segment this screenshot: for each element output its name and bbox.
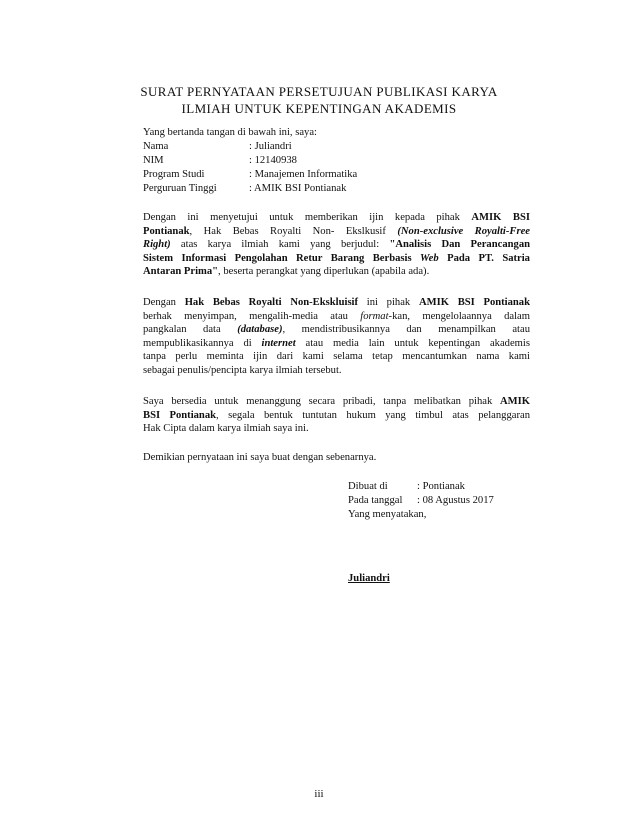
p2-italic-format: format (360, 310, 389, 322)
signatory-name: Juliandri (348, 573, 390, 584)
p3-text-3: Hak Cipta dalam karya ilmiah saya ini. (143, 423, 309, 435)
p3-text-1: Saya bersedia untuk menanggung secara pribadi, tanpa melibatkan pihak (143, 396, 493, 407)
p2-text-3: berhak menyimpan, mengalih-media atau (143, 310, 348, 322)
title-line-1: SURAT PERNYATAAN PERSETUJUAN PUBLIKASI KARYA (140, 84, 498, 99)
p1-text-3: atas karya ilmiah kami yang berjudul: (180, 239, 380, 251)
paragraph-liability (143, 395, 530, 436)
p2-text-7: mempublikasikannya di (143, 337, 252, 349)
identity-value-university: : AMIK BSI Pontianak (249, 183, 347, 194)
identity-value-program: : Manajemen Informatika (249, 169, 358, 180)
paragraph-rights (143, 296, 530, 378)
p1-italic-web: Web (420, 252, 439, 264)
p2-text-9: tanpa perlu meminta ijin dari kami selama tetap mencantumkan nama kami (143, 351, 530, 363)
p2-text-6: , mendistribusikannya dan menampilkan atau (282, 324, 530, 336)
page-number: iii (314, 788, 324, 800)
p3-text-2: , segala bentuk tuntutan hukum yang timbul atas pelanggaran (216, 409, 530, 421)
identity-label-nim: NIM (143, 155, 164, 166)
p3-bold-bsi: BSI Pontianak (143, 409, 217, 421)
p1-bold-title-start: "Analisis Dan Perancangan (389, 239, 531, 251)
intro-text: Yang bertanda tangan di bawah ini, saya: (143, 127, 317, 138)
p2-text-8: atau media lain untuk kepentingan akademis (305, 337, 530, 349)
identity-label-university: Perguruan Tinggi (143, 183, 217, 194)
closing-statement: Demikian pernyataan ini saya buat dengan sebenarnya. (143, 452, 377, 463)
title-line-2: ILMIAH UNTUK KEPENTINGAN AKADEMIS (181, 101, 457, 116)
p1-text-1: Dengan ini menyetujui untuk memberikan ijin kepada pihak (143, 212, 460, 223)
sign-place-label: Dibuat di (348, 481, 388, 492)
p2-italic-internet: internet (261, 337, 296, 349)
p2-text-4: -kan, mengelolaannya dalam (388, 310, 530, 322)
p3-bold-amik: AMIK (499, 396, 530, 407)
p2-bold-rights: Hak Bebas Royalti Non-Ekskluisif (184, 297, 359, 308)
p1-bold-title-mid: Sistem Informasi Pengolahan Retur Barang Berbasis (143, 252, 412, 264)
sign-date-value: : 08 Agustus 2017 (417, 495, 494, 506)
p1-bold-title-company: Pada PT. Satria (447, 252, 530, 264)
sign-place-value: : Pontianak (417, 481, 465, 492)
identity-label-program: Program Studi (143, 169, 205, 180)
p2-text-1: Dengan (143, 297, 176, 308)
p1-text-2: , Hak Bebas Royalti Non- Ekslkusif (189, 225, 386, 237)
sign-statement: Yang menyatakan, (348, 509, 427, 520)
p1-italic-nonexclusive: (Non-exclusive Royalti-Free (397, 225, 530, 237)
p1-bold-pontianak: Pontianak (143, 225, 190, 237)
p2-text-10: sebagai penulis/pencipta karya ilmiah tersebut. (143, 364, 342, 376)
p2-text-5: pangkalan data (143, 324, 221, 336)
p2-italic-database: (database) (237, 324, 283, 336)
p1-text-4: , beserta perangkat yang diperlukan (apabila ada). (218, 266, 430, 278)
identity-value-name: : Juliandri (249, 141, 292, 152)
p1-bold-title-end: Antaran Prima" (143, 266, 219, 278)
sign-date-label: Pada tanggal (348, 495, 403, 506)
p2-text-2: ini pihak (366, 297, 411, 308)
identity-value-nim: : 12140938 (249, 155, 297, 166)
paragraph-consent (143, 211, 530, 279)
identity-label-name: Nama (143, 141, 169, 152)
p1-italic-right: Right) (143, 239, 171, 251)
p2-bold-amik: AMIK BSI Pontianak (418, 297, 530, 308)
p1-bold-amik: AMIK BSI (471, 212, 530, 223)
